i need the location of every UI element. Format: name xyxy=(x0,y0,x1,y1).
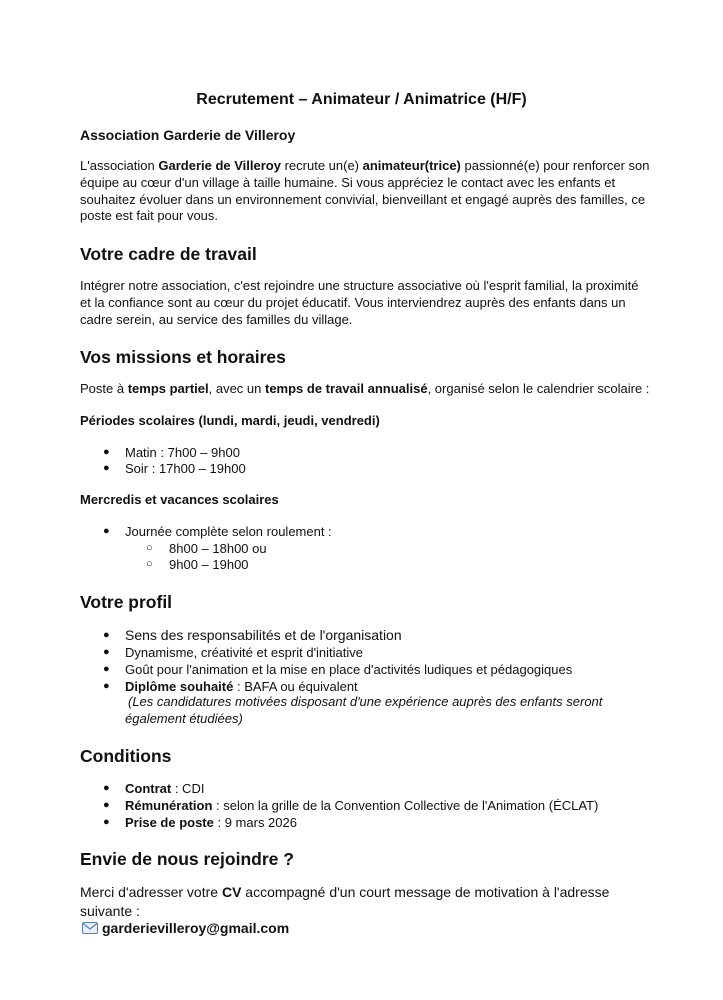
list-item-prise-de-poste: Prise de poste : 9 mars 2026 xyxy=(125,815,297,830)
list-item-contrat: Contrat : CDI xyxy=(125,781,205,796)
heading-contact: Envie de nous rejoindre ? xyxy=(80,849,294,869)
circle-bullet-icon: ○ xyxy=(146,542,153,554)
heading-profil: Votre profil xyxy=(80,592,173,612)
email-line xyxy=(82,919,289,938)
bullet-icon: ● xyxy=(103,446,110,458)
list-item-diplome: Diplôme souhaité : BAFA ou équivalent xyxy=(125,679,358,694)
circle-bullet-icon: ○ xyxy=(146,558,153,570)
intro-paragraph: L'association Garderie de Villeroy recrute un(e) animateur(trice) passionné(e) pour renforcer son équipe au cœur d'un village à taille humaine. Si vous appréciez le contact avec les enfants et souhaitez évoluer dans un environnement convivial, bienveillant et engagé auprès des familles, ce poste est fait pour vous. xyxy=(80,158,650,224)
organization-name: Association Garderie de Villeroy xyxy=(80,127,296,143)
list-item: 8h00 – 18h00 ou xyxy=(169,541,267,556)
bullet-icon: ● xyxy=(103,462,110,474)
list-item: Dynamisme, créativité et esprit d'initiative xyxy=(125,645,364,660)
list-item-remuneration: Rémunération : selon la grille de la Convention Collective de l'Animation (ÉCLAT) xyxy=(125,798,599,813)
bullet-icon: ● xyxy=(103,680,110,692)
periodes-title: Périodes scolaires (lundi, mardi, jeudi, vendredi) xyxy=(80,413,380,428)
mercredis-title: Mercredis et vacances scolaires xyxy=(80,492,279,507)
heading-missions: Vos missions et horaires xyxy=(80,347,286,367)
list-item: 9h00 – 19h00 xyxy=(169,557,249,572)
email-icon xyxy=(82,920,98,932)
list-item: Journée complète selon roulement : xyxy=(125,524,332,539)
list-item: Soir : 17h00 – 19h00 xyxy=(125,461,246,476)
bullet-icon: ● xyxy=(103,816,110,828)
bullet-icon: ● xyxy=(103,663,110,675)
bullet-icon: ● xyxy=(103,525,110,537)
contact-paragraph: Merci d'adresser votre CV accompagné d'un court message de motivation à l'adresse suivante : xyxy=(80,884,610,919)
bullet-icon: ● xyxy=(103,782,110,794)
bullet-icon: ● xyxy=(103,646,110,658)
list-item: Sens des responsabilités et de l'organisation xyxy=(125,627,402,643)
list-item: Matin : 7h00 – 9h00 xyxy=(125,445,240,460)
heading-conditions: Conditions xyxy=(80,746,172,766)
missions-paragraph: Poste à temps partiel, avec un temps de travail annualisé, organisé selon le calendrier scolaire : xyxy=(80,381,650,396)
page-title: Recrutement – Animateur / Animatrice (H/F) xyxy=(196,91,527,108)
profil-note: (Les candidatures motivées disposant d'une expérience auprès des enfants seront également étudiées) xyxy=(125,694,603,726)
contact-email[interactable]: garderievilleroy@gmail.com xyxy=(102,920,290,936)
heading-cadre: Votre cadre de travail xyxy=(80,244,257,264)
list-item: Goût pour l'animation et la mise en place d'activités ludiques et pédagogiques xyxy=(125,662,573,677)
bullet-icon: ● xyxy=(103,629,110,641)
bullet-icon: ● xyxy=(103,799,110,811)
cadre-paragraph: Intégrer notre association, c'est rejoindre une structure associative où l'esprit familial, la proximité et la confiance sont au cœur du projet éducatif. Vous interviendrez auprès des enfants dans un cadre serein, au service des familles du village. xyxy=(80,278,639,327)
